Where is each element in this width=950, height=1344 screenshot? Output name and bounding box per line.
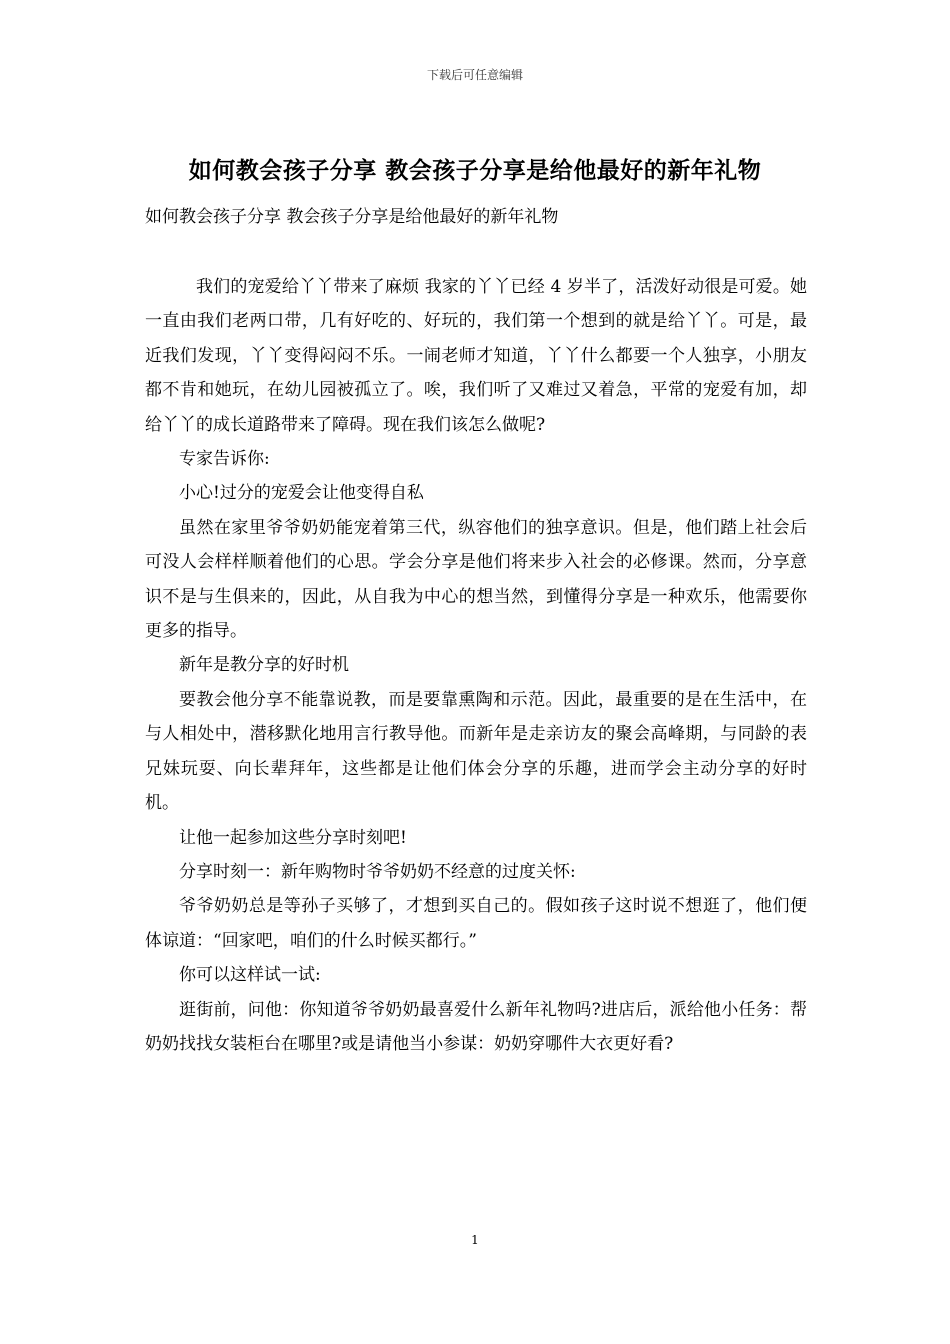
paragraph: 逛街前，问他：你知道爷爷奶奶最喜爱什么新年礼物吗?进店后，派给他小任务：帮奶奶找找女装柜台在哪里?或是请他当小参谋：奶奶穿哪件大衣更好看? [145, 999, 807, 1054]
document-subtitle: 如何教会孩子分享 教会孩子分享是给他最好的新年礼物 [145, 207, 559, 227]
paragraph: 我们的宠爱给丫丫带来了麻烦 我家的丫丫已经 4 岁半了，活泼好动很是可爱。她一直由我们老两口带，几有好吃的、好玩的，我们第一个想到的就是给丫丫。可是，最近我们发现，丫丫变得闷闷不乐。一闹老师才知道，丫丫什么都要一个人独享，小朋友都不肯和她玩，在幼儿园被孤立了。唉，我们听了又难过又着急，平常的宠爱有加，却给丫丫的成长道路带来了障碍。现在我们该怎么做呢? [145, 277, 807, 435]
document-body [145, 270, 807, 1061]
paragraph: 分享时刻一：新年购物时爷爷奶奶不经意的过度关怀: [179, 861, 576, 882]
page-header: 下载后可任意编辑 [426, 68, 523, 82]
document-title: 如何教会孩子分享 教会孩子分享是给他最好的新年礼物 [188, 158, 762, 184]
paragraph: 虽然在家里爷爷奶奶能宠着第三代，纵容他们的独享意识。但是，他们踏上社会后可没人会样样顺着他们的心思。学会分享是他们将来步入社会的必修课。然而，分享意识不是与生俱来的，因此，从自我为中心的想当然，到懂得分享是一种欢乐，他需要你更多的指导。 [145, 517, 807, 642]
paragraph: 让他一起参加这些分享时刻吧! [179, 827, 407, 848]
page-number: 1 [471, 1233, 479, 1247]
paragraph: 新年是教分享的好时机 [179, 655, 349, 676]
paragraph: 专家告诉你: [179, 449, 270, 470]
paragraph: 要教会他分享不能靠说教，而是要靠熏陶和示范。因此，最重要的是在生活中，在与人相处中，潜移默化地用言行教导他。而新年是走亲访友的聚会高峰期，与同龄的表兄妹玩耍、向长辈拜年，这些都是让他们体会分享的乐趣，进而学会主动分享的好时机。 [145, 689, 807, 814]
paragraph: 你可以这样试一试: [179, 965, 321, 986]
paragraph: 爷爷奶奶总是等孙子买够了，才想到买自己的。假如孩子这时说不想逛了，他们便体谅道：“回家吧，咱们的什么时候买都行。” [145, 896, 807, 951]
paragraph: 小心!过分的宠爱会让他变得自私 [179, 483, 424, 504]
